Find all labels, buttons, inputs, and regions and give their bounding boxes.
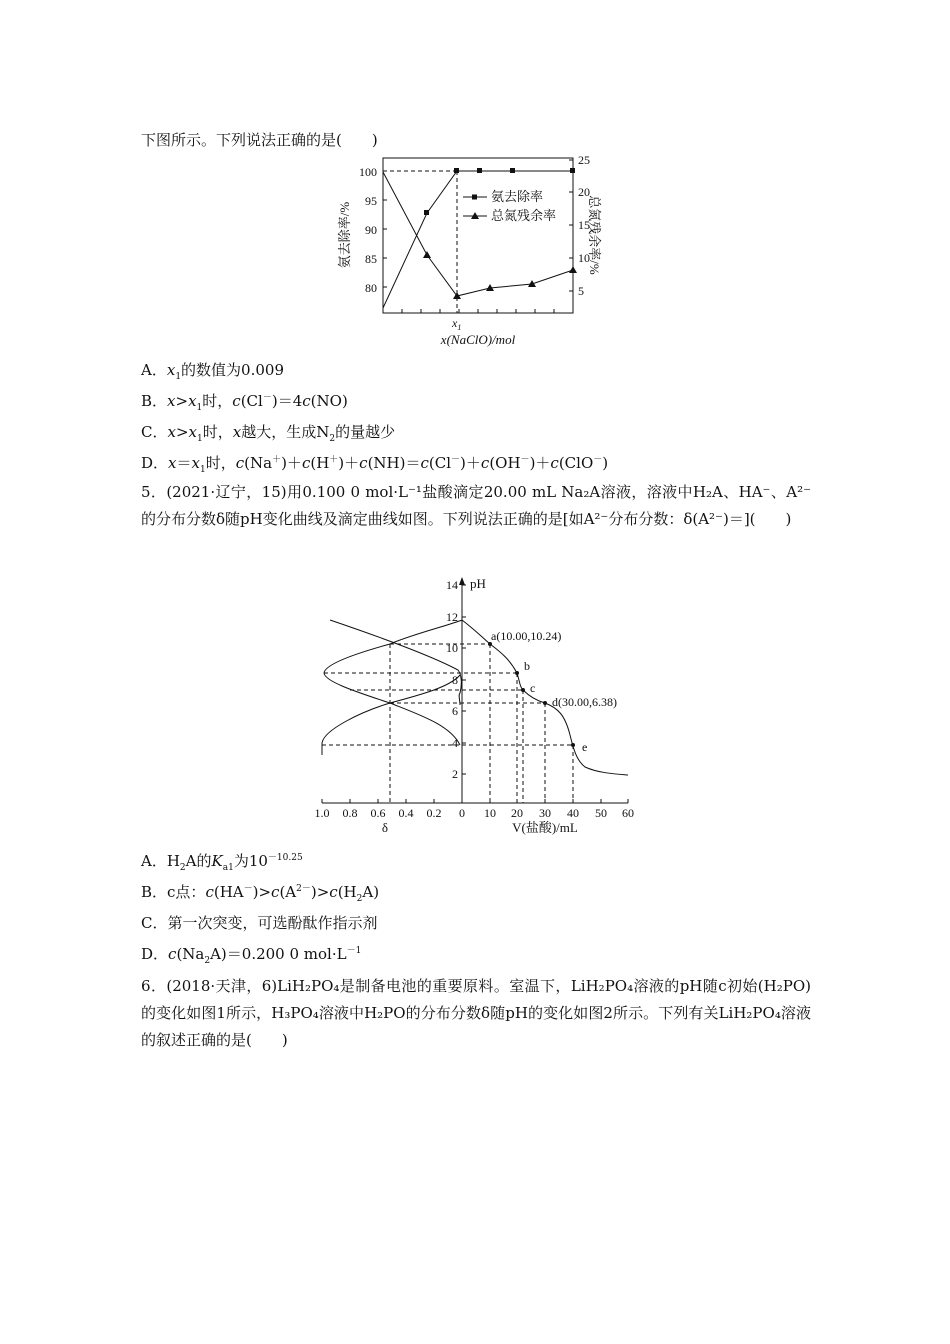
label-a: a(10.00,10.24) [491, 629, 562, 643]
left-axis-label: 氨去除率/% [337, 201, 352, 269]
triangle-marker [423, 251, 431, 258]
q5-stem: 5．(2021·辽宁，15)用0.100 0 mol·L⁻¹盐酸滴定20.00 mL Na₂A溶液，溶液中H₂A、HA⁻、A²⁻的分布分数δ随pH变化曲线及滴定曲线如图。下列说法正确的是[如A²⁻分布分数：δ(A²⁻)＝]( ) [141, 483, 811, 528]
square-marker [510, 168, 515, 173]
label-b: b [524, 659, 530, 673]
delta-tick-1-0: 1.0 [314, 806, 330, 820]
label-c: c [530, 681, 536, 695]
right-tick-15: 15 [578, 218, 590, 232]
v-tick-30: 30 [539, 806, 551, 820]
q5-option-b: B．c点：$c(HA^-)>c(A^{2-})>c(H_2A)$ [141, 883, 380, 904]
ph-tick-12: 12 [446, 610, 458, 624]
v-tick-10: 10 [484, 806, 496, 820]
triangle-marker [569, 266, 577, 273]
v-tick-20: 20 [511, 806, 523, 820]
left-tick-80: 80 [365, 281, 377, 295]
right-tick-10: 10 [578, 251, 590, 265]
q5-option-a: A．$H_2A$的$K_{a1}$为$10^{-10.25}$ [141, 852, 303, 873]
ph-tick-2: 2 [452, 767, 458, 781]
left-tick-90: 90 [365, 223, 377, 237]
x1-tick-label: $x_1$ [452, 316, 462, 332]
square-marker [477, 168, 482, 173]
ph-tick-8: 8 [452, 673, 458, 687]
v-tick-50: 50 [595, 806, 607, 820]
point-e [571, 743, 575, 747]
point-d [543, 701, 547, 705]
delta-tick-0-4: 0.4 [398, 806, 414, 820]
q4-option-a: A．$x_1$的数值为0.009 [141, 361, 284, 382]
ha-distribution-curve [324, 620, 462, 745]
plot-frame [383, 158, 573, 313]
square-marker [454, 168, 459, 173]
right-tick-25: 25 [578, 153, 590, 167]
ph-axis-label: pH [470, 576, 486, 591]
square-marker [570, 168, 575, 173]
volume-ticks [484, 806, 634, 820]
a2-distribution-curve [330, 620, 461, 705]
point-c [521, 688, 525, 692]
left-tick-100: 100 [359, 165, 377, 179]
delta-tick-0-2: 0.2 [426, 806, 442, 820]
ammonia-removal-line [383, 171, 573, 308]
ph-tick-4: 4 [452, 736, 458, 750]
right-axis-label: 总氮残余率/% [587, 195, 602, 275]
legend-residual-nitrogen: 总氮残余率 [491, 208, 557, 223]
label-e: e [582, 740, 588, 754]
ph-ticks [446, 578, 458, 781]
point-b [515, 671, 519, 675]
x-axis-label: x(NaClO)/mol [440, 332, 516, 347]
right-tick-5: 5 [578, 284, 584, 298]
residual-nitrogen-markers [423, 251, 577, 299]
q4-option-b: B．$x>x_1$时，c(Cl－)＝4c(NO) [141, 392, 348, 413]
delta-tick-0: 0 [459, 806, 465, 820]
ph-tick-10: 10 [446, 641, 458, 655]
ammonia-removal-chart [335, 150, 602, 350]
chart-legend [463, 189, 556, 223]
square-marker [424, 210, 429, 215]
volume-axis-label: V(盐酸)/mL [512, 820, 578, 835]
delta-tick-0-8: 0.8 [342, 806, 358, 820]
delta-tick-0-6: 0.6 [370, 806, 386, 820]
q5-option-d: D．$c(Na_2A)=0.200$ 0 $mol\cdot L^{-1}$ [141, 945, 362, 966]
guide-lines [322, 644, 573, 803]
v-tick-40: 40 [567, 806, 579, 820]
q5-option-c: C．第一次突变，可选酚酞作指示剂 [141, 914, 378, 932]
ph-tick-6: 6 [452, 704, 458, 718]
q6-stem: 6．(2018·天津，6)LiH₂PO₄是制备电池的重要原料。室温下，LiH₂PO₄溶液的pH随c初始(H₂PO)的变化如图1所示，H₃PO₄溶液中H₂PO的分布分数δ随pH的变化如图2所示。下列有关LiH₂PO₄溶液的叙述正确的是( ) [141, 977, 811, 1049]
left-tick-95: 95 [365, 194, 377, 208]
delta-axis-label: δ [381, 820, 389, 835]
delta-ticks [315, 806, 466, 820]
q4-option-c: C．$x>x_1$时，x越大，生成$N_2$的量越少 [141, 423, 396, 444]
residual-nitrogen-line [383, 172, 573, 296]
v-tick-60: 60 [622, 806, 634, 820]
left-tick-85: 85 [365, 252, 377, 266]
label-d: d(30.00,6.38) [552, 695, 617, 709]
right-tick-20: 20 [578, 185, 590, 199]
ph-axis-arrow [459, 577, 465, 585]
ph-tick-14: 14 [446, 578, 458, 592]
legend-ammonia-removal: 氨去除率 [491, 189, 544, 204]
q4-option-d: D．$x=x_1$时，c(Na＋)＋c(H＋)＋c(NH)＝c(Cl－)＋c(OH－)＋c(ClO－) [141, 454, 609, 475]
question-intro: 下图所示。下列说法正确的是( ) [141, 131, 378, 149]
left-axis-ticks [359, 165, 377, 295]
h2a-distribution-curve [322, 675, 460, 755]
titration-chart [310, 575, 640, 835]
